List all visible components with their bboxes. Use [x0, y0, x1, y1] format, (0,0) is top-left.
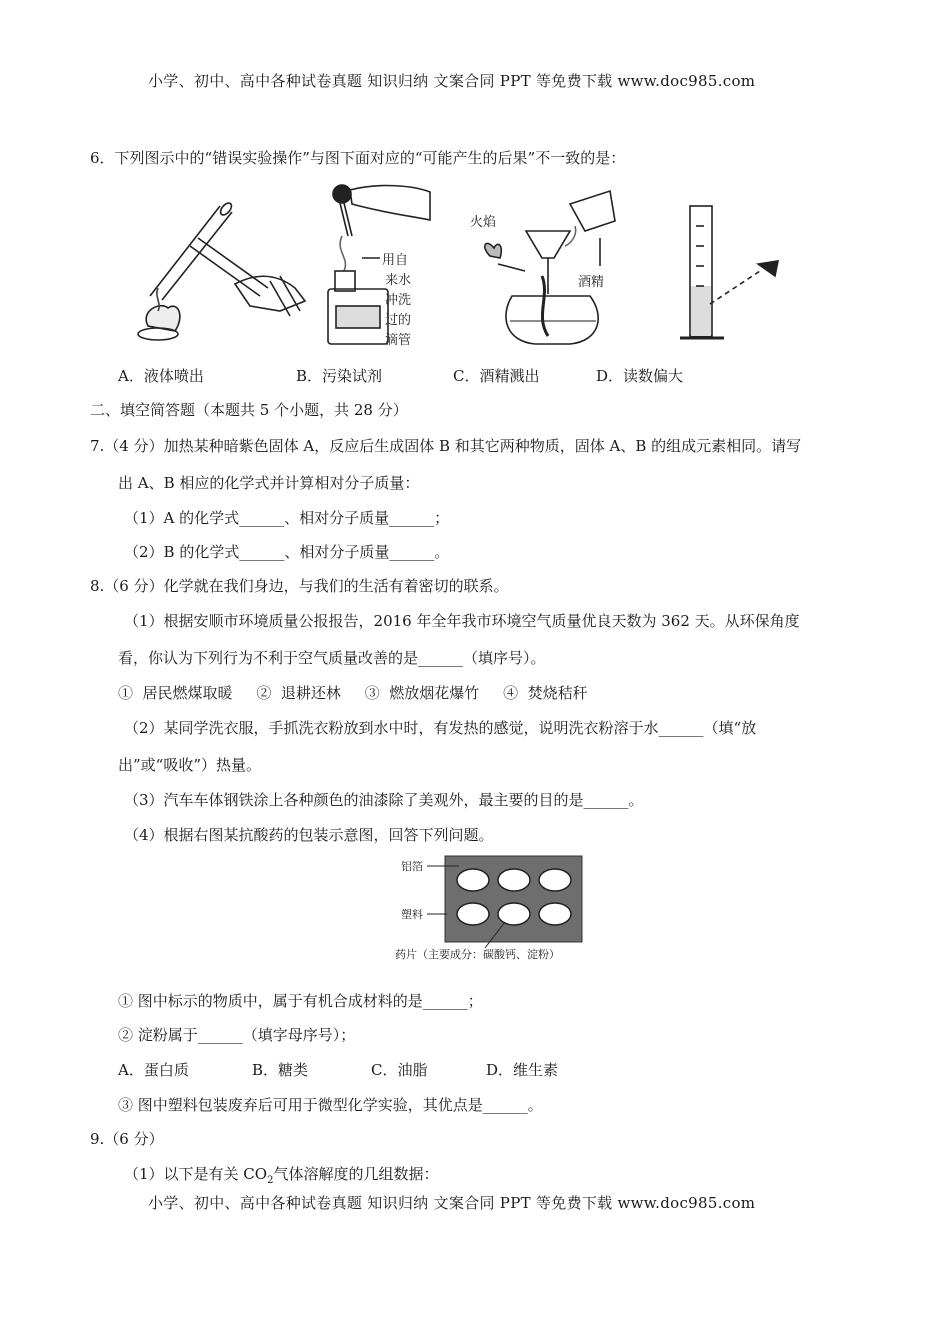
q9-part1-sub: 2 — [267, 1175, 274, 1186]
q8-part3: （3）汽车车体钢铁涂上各种颜色的油漆除了美观外，最主要的目的是______。 — [124, 791, 644, 809]
fig-b-label-0: 用自 — [382, 253, 409, 268]
q8-part2-line1: （2）某同学洗衣服，手抓洗衣粉放到水中时，有发热的感觉，说明洗衣粉溶于水______（填“放 — [124, 719, 757, 737]
page-header: 小学、初中、高中各种试卷真题 知识归纳 文案合同 PPT 等免费下载 www.doc985.com — [148, 72, 756, 90]
q6-option-d: D．读数偏大 — [596, 367, 684, 385]
q8-sub2-option-b: B．糖类 — [252, 1061, 309, 1079]
q8-part4: （4）根据右图某抗酸药的包装示意图，回答下列问题。 — [124, 826, 494, 844]
q8-sub2-option-a: A．蛋白质 — [118, 1061, 189, 1079]
fig-c-flame-label: 火焰 — [470, 215, 497, 230]
fig-c-alcohol-label: 酒精 — [578, 275, 605, 290]
q6-stem: 6．下列图示中的“错误实验操作”与图下面对应的“可能产生的后果”不一致的是： — [90, 149, 626, 167]
q8-sub3: ③ 图中塑料包装废弃后可用于微型化学实验，其优点是______。 — [118, 1096, 543, 1114]
figure-d-measuring-cylinder — [680, 206, 778, 338]
q8-part1-choices: ① 居民燃煤取暖 ② 退耕还林 ③ 燃放烟花爆竹 ④ 焚烧秸秆 — [118, 684, 588, 702]
q9-stem: 9.（6 分） — [90, 1130, 164, 1148]
fig-b-label-3: 过的 — [385, 313, 412, 328]
q8-part1-line2: 看，你认为下列行为不利于空气质量改善的是______（填序号）。 — [118, 649, 546, 667]
q6-option-a: A．液体喷出 — [118, 367, 204, 385]
q9-part1-pre: （1）以下是有关 CO — [124, 1165, 268, 1183]
q6-option-c: C．酒精溅出 — [453, 367, 540, 385]
q9-part1 — [124, 1163, 438, 1186]
q7-part1: （1）A 的化学式______、相对分子质量______； — [124, 509, 450, 527]
fig-b-label-4: 滴管 — [385, 333, 412, 348]
fig-b-label-2: 冲洗 — [385, 293, 412, 308]
figure-b-dropper-bottle — [328, 185, 430, 348]
q8-stem: 8.（6 分）化学就在我们身边，与我们的生活有着密切的联系。 — [90, 577, 509, 595]
figure-a-heating-tube — [138, 201, 305, 340]
q6-figures — [130, 176, 800, 356]
q6-option-b: B．污染试剂 — [296, 367, 383, 385]
q7-part2: （2）B 的化学式______、相对分子质量______。 — [124, 543, 450, 561]
section2-title: 二、填空简答题（本题共 5 个小题，共 28 分） — [90, 401, 408, 419]
figure-c-alcohol-lamp — [470, 191, 615, 344]
fig-b-label-1: 来水 — [385, 273, 412, 288]
q8-part2-line2: 出”或“吸收”）热量。 — [118, 756, 262, 774]
q8-sub2-option-c: C．油脂 — [371, 1061, 428, 1079]
q9-part1-post: 气体溶解度的几组数据： — [273, 1165, 439, 1183]
q7-stem-line1: 7.（4 分）加热某种暗紫色固体 A，反应后生成固体 B 和其它两种物质，固体 A、B 的组成元素相同。请写 — [90, 437, 802, 455]
q8-part1-line1: （1）根据安顺市环境质量公报报告，2016 年全年我市环境空气质量优良天数为 362 天。从环保角度 — [124, 612, 800, 630]
label-tablet: 药片（主要成分：碳酸钙、淀粉） — [395, 948, 560, 961]
label-plastic: 塑料 — [401, 908, 423, 921]
q8-sub2-option-d: D．维生素 — [486, 1061, 559, 1079]
antacid-package-figure — [385, 852, 590, 964]
label-foil: 铝箔 — [401, 860, 423, 873]
q7-stem-line2: 出 A、B 相应的化学式并计算相对分子质量： — [118, 474, 420, 492]
q8-sub2: ② 淀粉属于______（填字母序号）； — [118, 1026, 356, 1044]
q8-sub1: ① 图中标示的物质中，属于有机合成材料的是______； — [118, 992, 483, 1010]
page-footer: 小学、初中、高中各种试卷真题 知识归纳 文案合同 PPT 等免费下载 www.doc985.com — [148, 1194, 756, 1212]
